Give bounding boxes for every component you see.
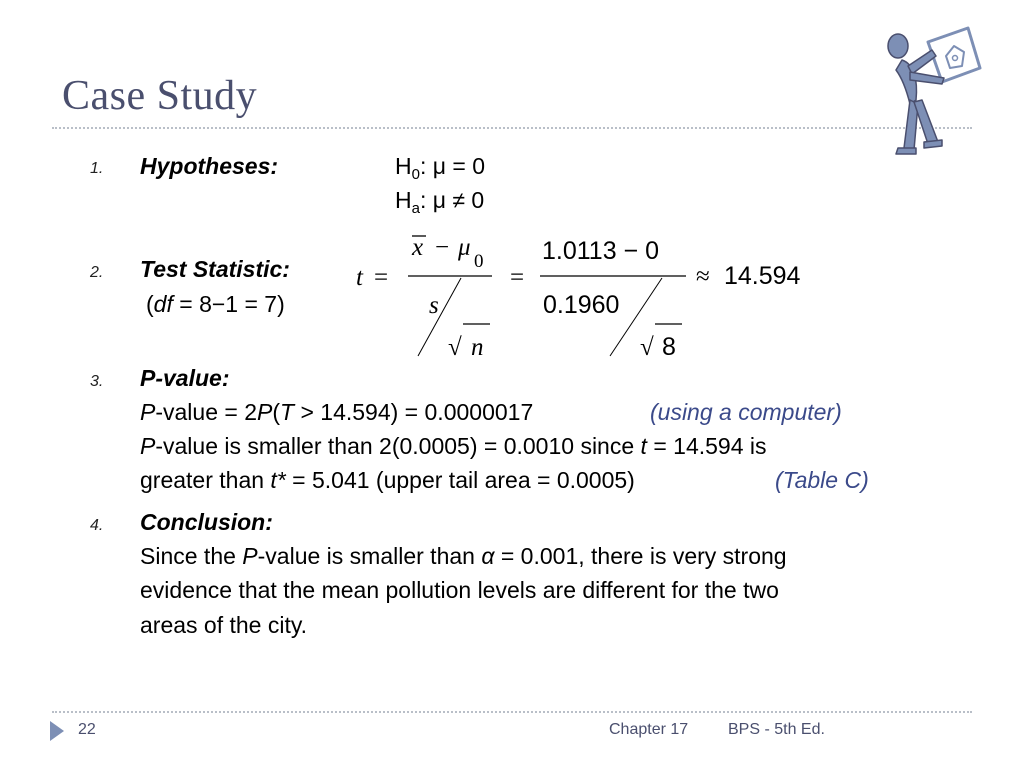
- degrees-of-freedom: [146, 293, 285, 316]
- formula-equals-2: =: [510, 264, 525, 291]
- since-the-text: Since the: [140, 543, 243, 569]
- computer-note: (using a computer): [650, 399, 842, 425]
- formula-equals-1: =: [374, 264, 389, 291]
- page-number: 22: [78, 721, 96, 738]
- p-function: P: [257, 399, 273, 425]
- formula-t: t: [356, 264, 363, 291]
- footer-divider: [52, 711, 972, 713]
- df-open-paren: (: [146, 291, 154, 317]
- formula-approx: ≈: [696, 263, 710, 290]
- df-variable: df: [153, 291, 173, 317]
- formula-minus-1: −: [435, 234, 450, 261]
- formula-mu: μ: [458, 234, 471, 261]
- conclusion-line-2: evidence that the mean pollution levels are different for the two: [140, 577, 779, 603]
- h0-subscript: 0: [411, 166, 420, 183]
- figure-holding-sign-icon: [884, 20, 984, 160]
- footer-chapter: Chapter 17: [609, 721, 689, 738]
- formula-result: 14.594: [724, 262, 801, 290]
- null-hypothesis: [395, 153, 486, 183]
- footer-book: BPS - 5th Ed.: [728, 721, 825, 738]
- alternative-hypothesis: [395, 187, 485, 217]
- test-statistic-heading: Test Statistic:: [140, 256, 290, 282]
- critical-value-text: = 5.041 (upper tail area = 0.0005): [285, 467, 635, 493]
- formula-denominator-2: 0.1960: [543, 291, 620, 319]
- hypotheses-heading: Hypotheses:: [140, 153, 279, 179]
- alpha-symbol: α: [481, 543, 495, 569]
- ha-equation: : μ ≠ 0: [419, 187, 485, 213]
- conclusion-line-3: areas of the city.: [140, 612, 308, 638]
- triangle-bullet-icon: [50, 721, 64, 741]
- open-paren: (: [272, 399, 281, 425]
- item-number-1: 1.: [90, 160, 104, 177]
- ha-subscript: a: [411, 200, 420, 217]
- smaller-than-text: -value is smaller than: [257, 543, 482, 569]
- formula-mu-subscript: 0: [474, 251, 484, 272]
- t-critical-symbol: t*: [270, 467, 286, 493]
- alpha-value-text: = 0.001, there is very strong: [494, 543, 787, 569]
- p-symbol: P: [140, 399, 156, 425]
- formula-s: s: [429, 292, 439, 319]
- conclusion-line-1: [140, 545, 787, 568]
- slide-title: Case Study: [62, 73, 258, 119]
- p-value-line-3: [140, 469, 635, 492]
- title-divider: [52, 127, 972, 129]
- h0-symbol: H: [395, 153, 412, 179]
- formula-eight: 8: [662, 333, 676, 361]
- p-symbol: P: [140, 433, 156, 459]
- p-value-line-2: [140, 435, 767, 458]
- t-variable: t: [640, 433, 647, 459]
- formula-xbar: x: [412, 234, 424, 261]
- conclusion-heading: Conclusion:: [140, 509, 273, 535]
- h0-equation: : μ = 0: [419, 153, 486, 179]
- ha-symbol: H: [395, 187, 412, 213]
- p-symbol: P: [242, 543, 258, 569]
- t-variable: T: [280, 399, 295, 425]
- p-value-comparison: -value is smaller than 2(0.0005) = 0.0010 since: [155, 433, 641, 459]
- formula-sqrt-2: √: [640, 334, 654, 361]
- item-number-2: 2.: [90, 264, 104, 281]
- table-c-note: (Table C): [775, 467, 869, 493]
- p-value-heading: P-value:: [140, 365, 230, 391]
- formula-numerator-2: 1.0113 − 0: [542, 237, 660, 265]
- greater-than-text: greater than: [140, 467, 271, 493]
- t-statistic-formula: [350, 225, 830, 365]
- item-number-3: 3.: [90, 373, 104, 390]
- item-number-4: 4.: [90, 517, 104, 534]
- df-value: = 8−1 = 7): [172, 291, 285, 317]
- t-value-text: = 14.594 is: [646, 433, 767, 459]
- p-value-result: > 14.594) = 0.0000017: [294, 399, 534, 425]
- formula-n: n: [471, 334, 484, 361]
- p-value-text: -value = 2: [155, 399, 257, 425]
- p-value-line-1: [140, 401, 533, 424]
- formula-sqrt-1: √: [448, 334, 462, 361]
